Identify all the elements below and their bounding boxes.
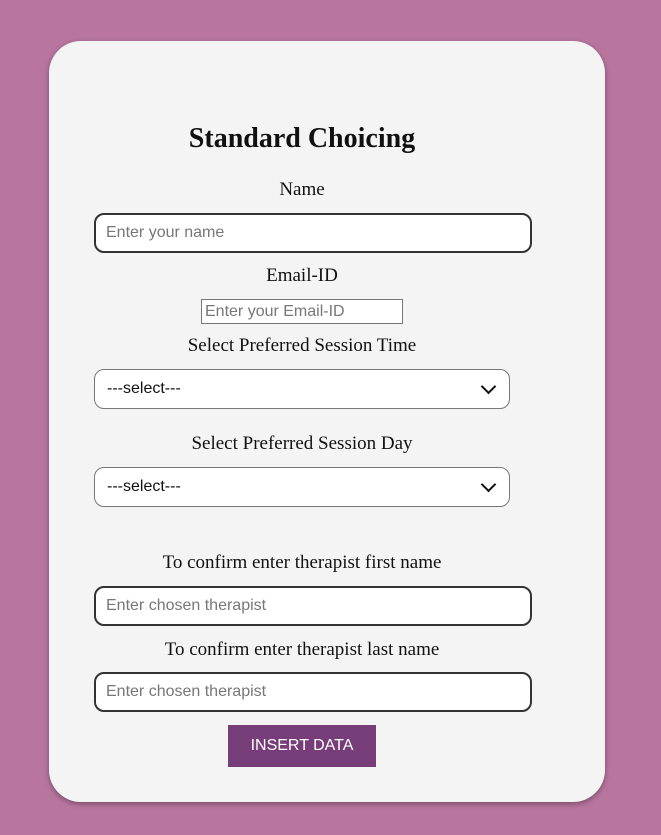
therapist-first-name-label: To confirm enter therapist first name — [162, 552, 442, 573]
session-time-label: Select Preferred Session Time — [187, 335, 417, 356]
therapist-last-name-input[interactable] — [94, 672, 532, 712]
session-time-select[interactable] — [94, 369, 510, 409]
form-card — [49, 41, 605, 802]
therapist-last-name-label: To confirm enter therapist last name — [164, 639, 440, 660]
name-input[interactable] — [94, 213, 532, 253]
session-time-value: ---select--- — [107, 380, 181, 397]
session-day-select[interactable] — [94, 467, 510, 507]
form-title: Standard Choicing — [188, 123, 416, 154]
chevron-down-icon — [481, 477, 497, 493]
insert-data-button[interactable]: INSERT DATA — [228, 725, 376, 767]
email-input[interactable] — [201, 299, 403, 324]
session-day-value: ---select--- — [107, 478, 181, 495]
name-label: Name — [279, 179, 325, 200]
therapist-first-name-input[interactable] — [94, 586, 532, 626]
chevron-down-icon — [481, 379, 497, 395]
email-label: Email-ID — [266, 265, 338, 286]
session-day-label: Select Preferred Session Day — [191, 433, 413, 454]
